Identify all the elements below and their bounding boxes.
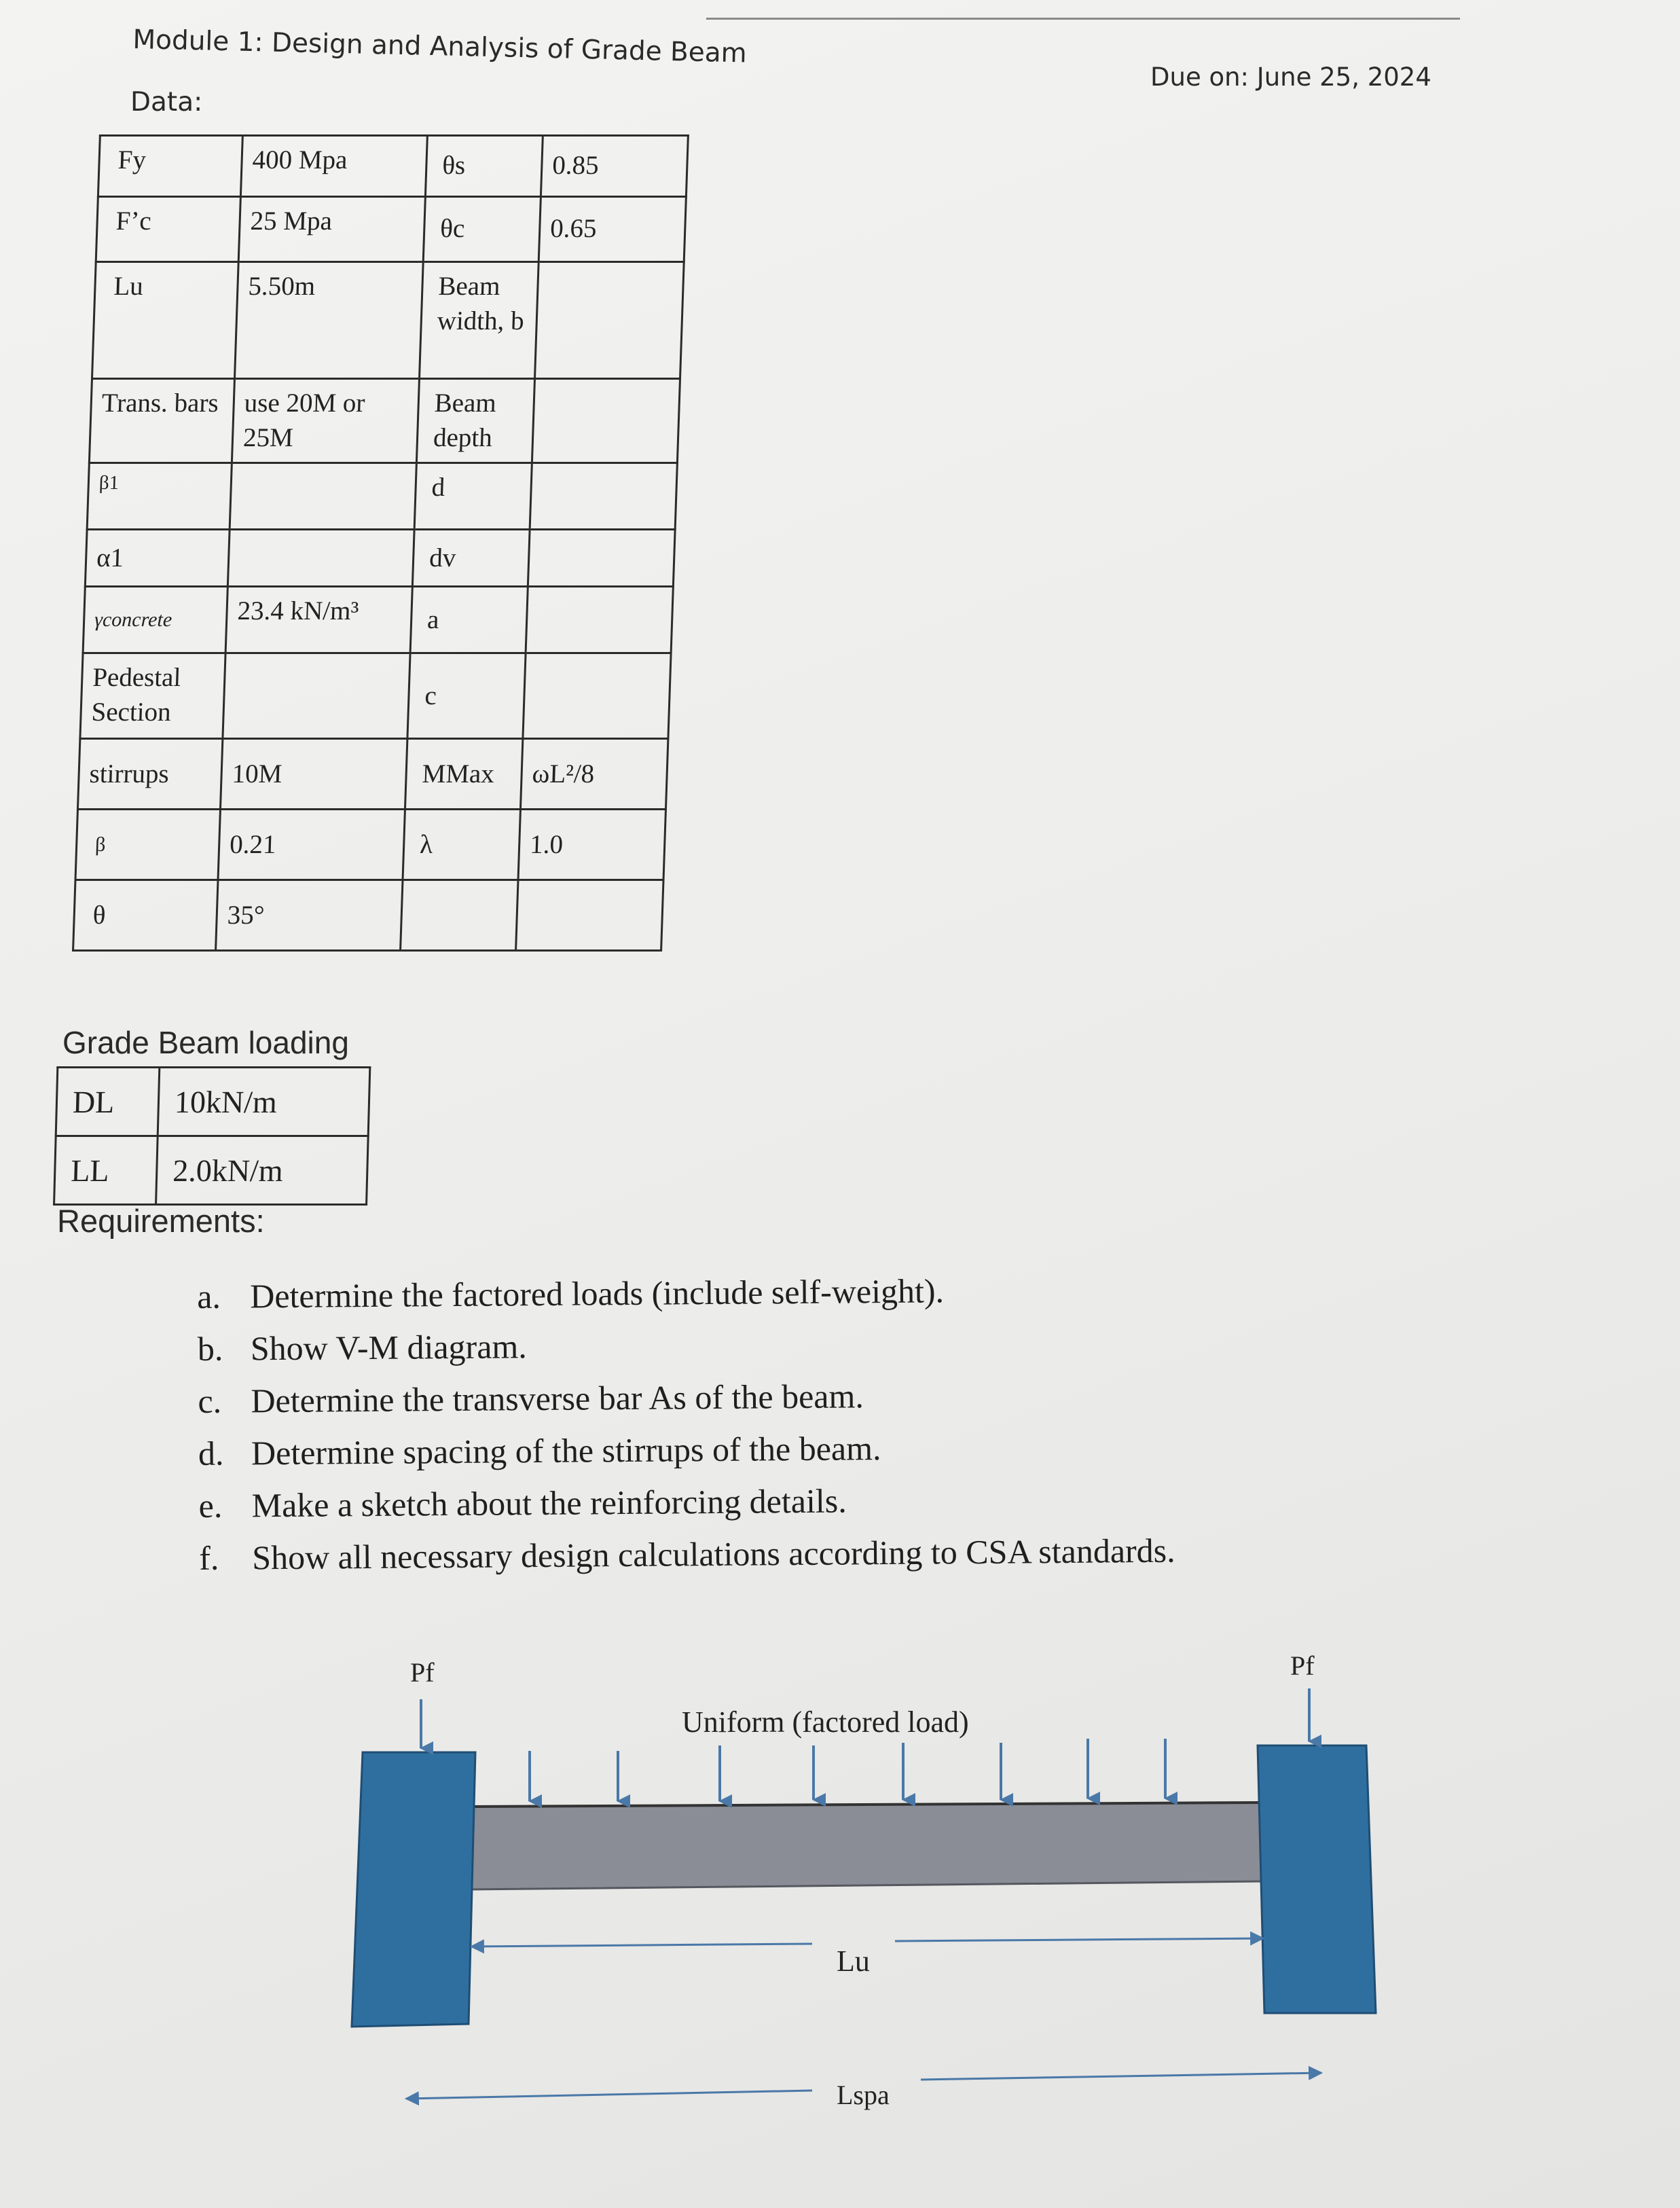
param-value: 10M — [220, 739, 407, 810]
table-row — [54, 1136, 369, 1205]
loading-table — [53, 1066, 371, 1206]
table-row — [96, 197, 686, 262]
table-row — [98, 136, 688, 197]
item-text: Determine the transverse bar As of the beam. — [251, 1377, 864, 1420]
param-label: dv — [412, 530, 530, 587]
right-load-label: Pf — [1290, 1650, 1315, 1681]
list-item — [198, 1373, 1353, 1434]
param-value: 5.50m — [234, 262, 423, 379]
param-value: 23.4 kN/m³ — [225, 587, 412, 653]
param-value — [532, 379, 680, 463]
item-letter: c. — [198, 1381, 222, 1420]
grade-beam — [469, 1803, 1263, 1889]
param-label — [401, 880, 518, 951]
lspan-label: Lspa — [837, 2080, 890, 2110]
list-item — [198, 1477, 1353, 1538]
lu-dimension-right — [895, 1938, 1263, 1941]
param-label: a — [410, 587, 528, 653]
table-row — [73, 880, 663, 951]
param-value: 0.85 — [541, 136, 688, 197]
requirements-title: Requirements: — [57, 1203, 265, 1239]
item-letter: e. — [198, 1486, 223, 1525]
top-rule-line — [706, 18, 1460, 20]
param-value — [534, 262, 684, 379]
param-value — [528, 530, 675, 587]
table-row — [80, 653, 671, 739]
param-value: ωL²/8 — [520, 739, 668, 810]
list-item — [198, 1320, 1353, 1381]
load-name: LL — [54, 1136, 158, 1205]
param-label: β — [75, 810, 220, 880]
param-label: c — [407, 653, 526, 739]
item-text: Show V-M diagram. — [250, 1327, 528, 1368]
data-table-container — [72, 134, 660, 949]
param-label: β1 — [87, 463, 232, 530]
param-label: Beam width, b — [419, 262, 538, 379]
item-text: Make a sketch about the reinforcing details. — [251, 1481, 847, 1525]
table-row — [89, 379, 680, 463]
param-value: 1.0 — [518, 810, 665, 880]
data-label: Data: — [130, 87, 203, 117]
param-value: 0.65 — [538, 197, 686, 262]
uniform-load-label: Uniform (factored load) — [682, 1705, 969, 1739]
table-row — [56, 1068, 370, 1136]
list-item — [198, 1425, 1353, 1486]
param-label: d — [414, 463, 532, 530]
load-name: DL — [56, 1068, 160, 1136]
param-label: MMax — [405, 739, 522, 810]
param-value — [223, 653, 410, 739]
table-row — [92, 262, 684, 379]
param-label: Lu — [92, 262, 238, 379]
table-row — [77, 739, 668, 810]
item-letter: f. — [199, 1538, 219, 1577]
param-value: 400 Mpa — [240, 136, 427, 197]
lspan-dimension-left — [406, 2091, 812, 2099]
param-value: 35° — [216, 880, 403, 951]
param-label: θ — [73, 880, 218, 951]
param-label: stirrups — [77, 739, 222, 810]
param-value — [230, 463, 416, 530]
table-row — [83, 587, 673, 653]
table-row — [85, 530, 675, 587]
param-label: Beam depth — [416, 379, 534, 463]
uniform-load-arrows — [530, 1739, 1165, 1801]
param-label: F’c — [96, 197, 240, 262]
item-text: Determine spacing of the stirrups of the beam. — [251, 1429, 881, 1472]
loading-title: Grade Beam loading — [62, 1025, 349, 1060]
item-letter: d. — [198, 1434, 224, 1472]
param-value — [526, 587, 673, 653]
module-title: Module 1: Design and Analysis of Grade Beam — [132, 24, 748, 69]
due-date: Due on: June 25, 2024 — [1150, 62, 1431, 92]
param-value — [523, 653, 671, 739]
left-pedestal — [352, 1752, 475, 2027]
left-load-label: Pf — [410, 1657, 435, 1688]
param-label: θs — [425, 136, 543, 197]
lu-label: Lu — [837, 1944, 870, 1978]
param-value: 0.21 — [218, 810, 405, 880]
item-letter: b. — [197, 1329, 223, 1368]
list-item — [197, 1268, 1352, 1329]
load-value: 2.0kN/m — [156, 1136, 369, 1205]
param-label: θc — [423, 197, 541, 262]
table-row — [75, 810, 665, 880]
param-label: Pedestal Section — [80, 653, 225, 739]
param-label: λ — [403, 810, 520, 880]
param-label: Fy — [98, 136, 242, 197]
requirements-list — [197, 1268, 1354, 1591]
table-row — [87, 463, 677, 530]
item-letter: a. — [197, 1277, 221, 1316]
param-value — [516, 880, 663, 951]
param-label: α1 — [85, 530, 230, 587]
param-value: use 20M or 25M — [232, 379, 419, 463]
list-item — [199, 1530, 1354, 1591]
param-label: Trans. bars — [89, 379, 234, 463]
data-table — [72, 134, 689, 952]
lu-dimension-left — [471, 1944, 812, 1947]
beam-top-edge — [469, 1803, 1263, 1807]
right-pedestal — [1258, 1745, 1376, 2013]
item-text: Determine the factored loads (include self-weight). — [250, 1271, 945, 1316]
load-value: 10kN/m — [158, 1068, 370, 1136]
lspan-dimension-right — [921, 2073, 1321, 2080]
item-text: Show all necessary design calculations according to CSA standards. — [252, 1531, 1175, 1577]
param-value — [530, 463, 677, 530]
param-label: γconcrete — [83, 587, 227, 653]
param-value: 25 Mpa — [238, 197, 425, 262]
param-value — [227, 530, 414, 587]
